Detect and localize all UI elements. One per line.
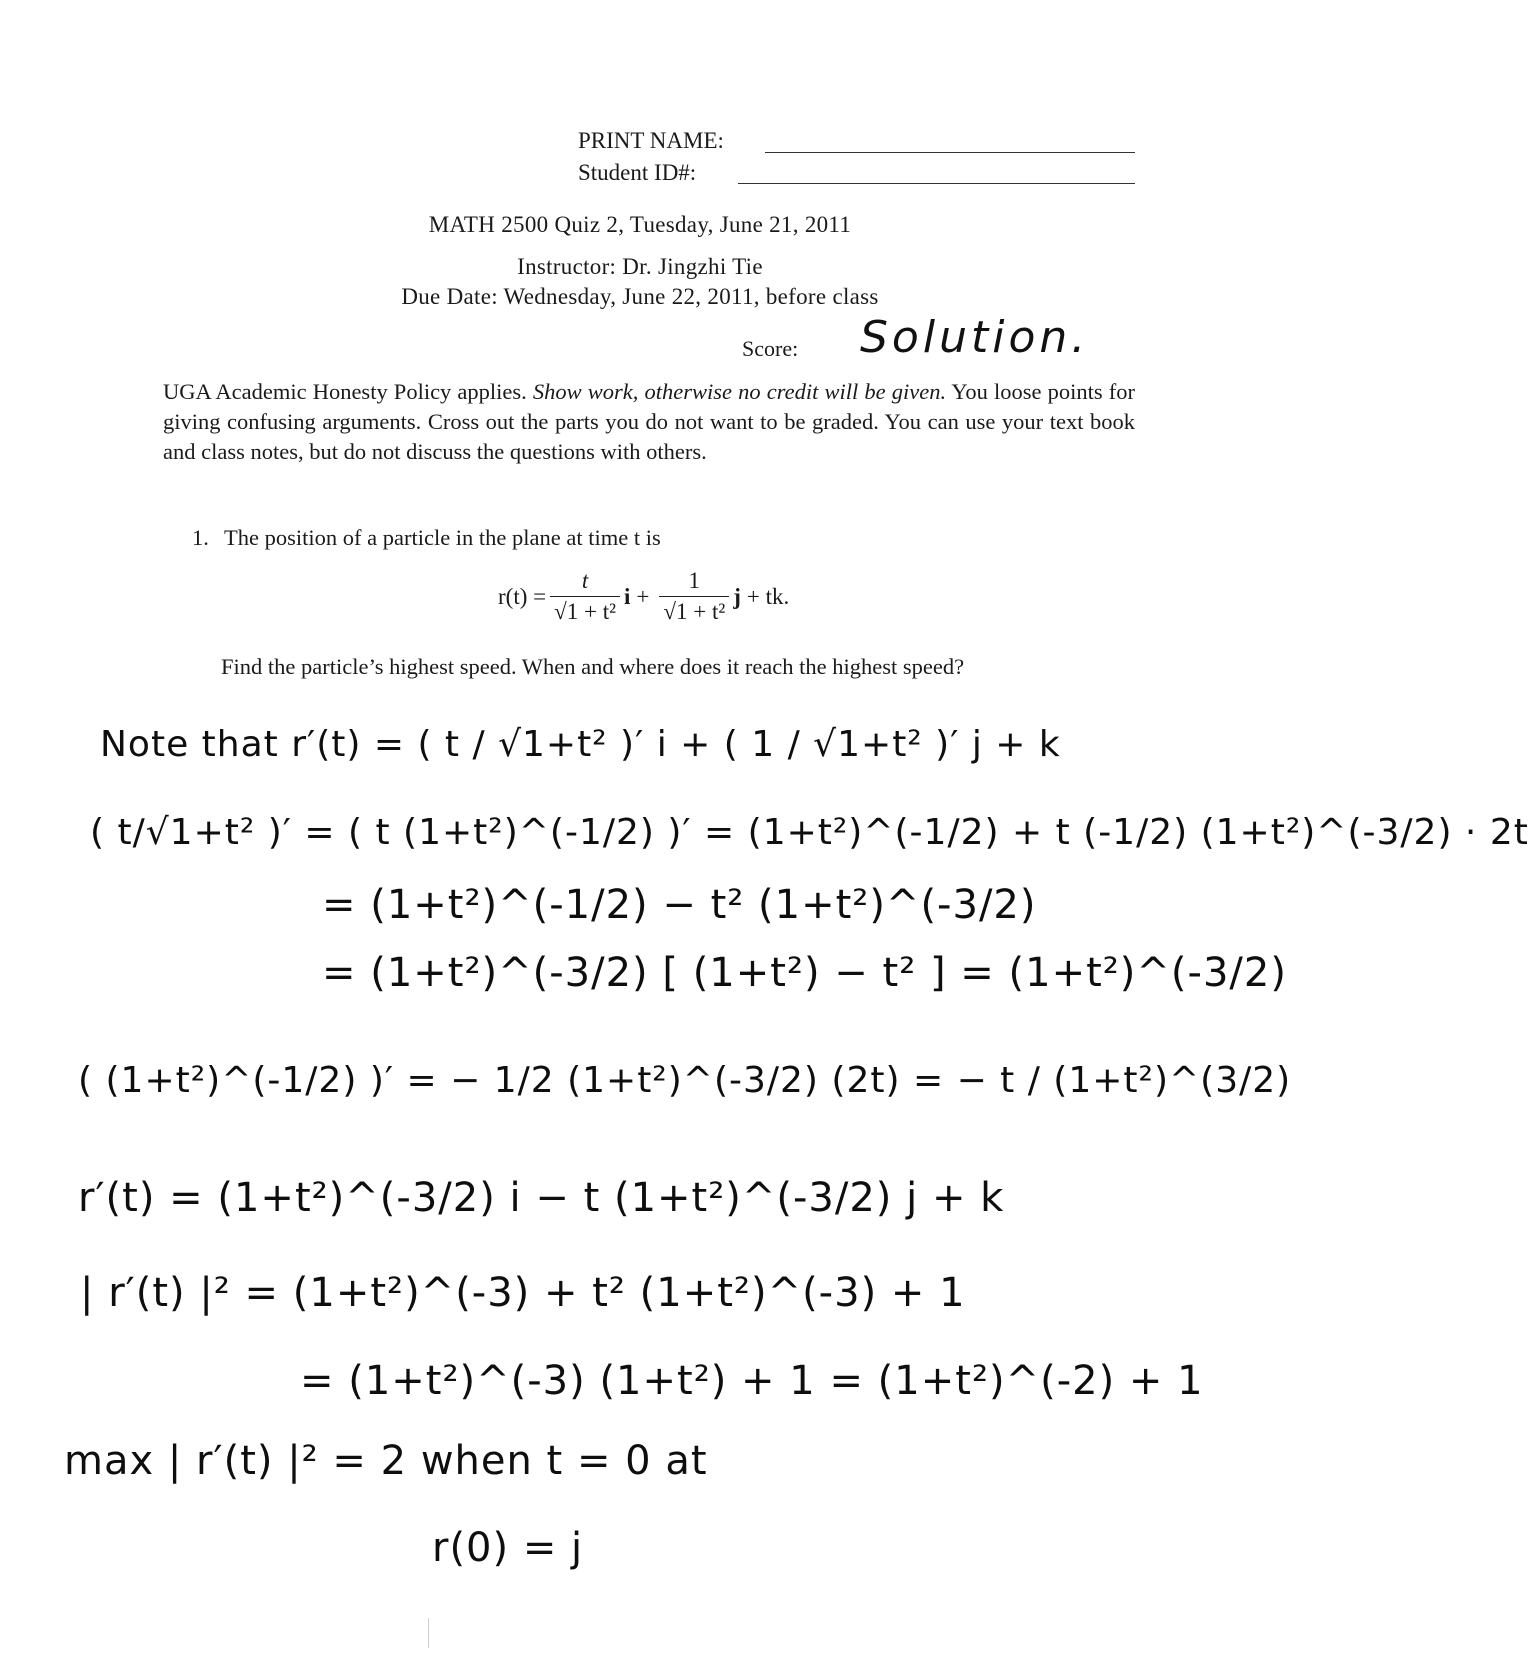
instructor-line: Instructor: Dr. Jingzhi Tie [517, 254, 763, 279]
formula-frac2-den: √1 + t² [659, 596, 729, 625]
policy-part-3: You loose points for giving confusing arguments. Cross out the parts you do not want to be graded. You can use your text book and class notes, but do not discuss the questions with others. [163, 379, 1136, 464]
formula-frac1-num: t [581, 568, 589, 593]
solution-line-8: = (1+t²)^(-3) (1+t²) + 1 = (1+t²)^(-2) + 1 [300, 1358, 1204, 1404]
formula-fraction-1 [550, 568, 620, 625]
policy-paragraph [163, 377, 1135, 467]
solution-line-6: r′(t) = (1+t²)^(-3/2) i − t (1+t²)^(-3/2) j + k [78, 1175, 1005, 1221]
score-label: Score: [742, 336, 799, 361]
formula-unit-j: j [733, 583, 741, 609]
solution-line-3: = (1+t²)^(-1/2) − t² (1+t²)^(-3/2) [322, 882, 1037, 928]
formula-frac2-num: 1 [688, 568, 701, 593]
formula-lhs: r(t) = [498, 583, 547, 609]
quiz-title: MATH 2500 Quiz 2, Tuesday, June 21, 2011 [428, 212, 852, 237]
formula-plus: + [636, 583, 650, 609]
policy-part-1: UGA Academic Honesty Policy applies. [163, 379, 527, 404]
student-id-label: Student ID#: [578, 160, 697, 185]
policy-part-2: Show work, otherwise no credit will be given. [532, 379, 947, 404]
solution-line-10: r(0) = j [432, 1525, 584, 1571]
problem-statement: The position of a particle in the plane at time t is [224, 525, 661, 550]
score-handwritten: Solution. [860, 312, 1090, 363]
position-formula [498, 568, 789, 625]
scan-mark [428, 1618, 429, 1648]
problem-question: Find the particle’s highest speed. When and where does it reach the highest speed? [221, 654, 965, 679]
problem-number: 1. [192, 525, 209, 550]
formula-fraction-2 [659, 568, 729, 625]
solution-line-2: ( t/√1+t² )′ = ( t (1+t²)^(-1/2) )′ = (1+t²)^(-1/2) + t (-1/2) (1+t²)^(-3/2) · 2t [90, 812, 1529, 853]
print-name-line [765, 152, 1135, 153]
formula-frac1-den: √1 + t² [550, 596, 620, 625]
print-name-label: PRINT NAME: [578, 128, 724, 153]
formula-unit-i: i [623, 583, 631, 609]
solution-line-7: | r′(t) |² = (1+t²)^(-3) + t² (1+t²)^(-3) + 1 [80, 1270, 966, 1316]
solution-line-9: max | r′(t) |² = 2 when t = 0 at [64, 1438, 708, 1484]
solution-line-5: ( (1+t²)^(-1/2) )′ = − 1/2 (1+t²)^(-3/2) (2t) = − t / (1+t²)^(3/2) [78, 1060, 1292, 1101]
student-id-line [738, 183, 1135, 184]
solution-line-1: Note that r′(t) = ( t / √1+t² )′ i + ( 1 / √1+t² )′ j + k [100, 724, 1061, 765]
formula-tail: + tk. [746, 583, 790, 609]
due-date-line: Due Date: Wednesday, June 22, 2011, before class [401, 284, 879, 309]
solution-line-4: = (1+t²)^(-3/2) [ (1+t²) − t² ] = (1+t²)^(-3/2) [322, 950, 1287, 996]
